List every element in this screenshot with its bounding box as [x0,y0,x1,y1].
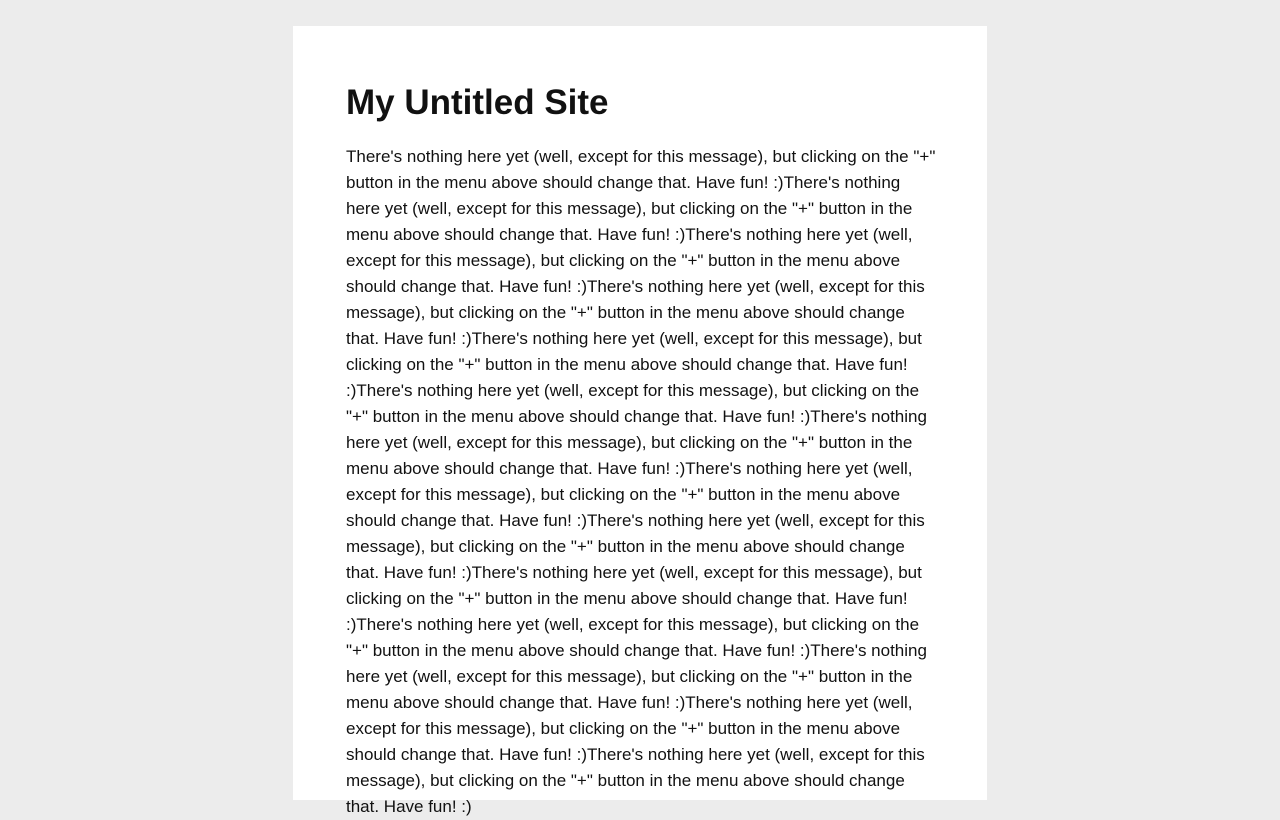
page-content [346,80,936,820]
placeholder-message: There's nothing here yet (well, except for this message), but clicking on the "+" button in the menu above should change that. Have fun! :)There's nothing here yet (well, except for this message), but clicking on the "+" button in the menu above should change that. Have fun! :)There's nothing here yet (well, except for this message), but clicking on the "+" button in the menu above should change that. Have fun! :)There's nothing here yet (well, except for this message), but clicking on the "+" button in the menu above should change that. Have fun! :)There's nothing here yet (well, except for this message), but clicking on the "+" button in the menu above should change that. Have fun! :)There's nothing here yet (well, except for this message), but clicking on the "+" button in the menu above should change that. Have fun! :)There's nothing here yet (well, except for this message), but clicking on the "+" button in the menu above should change that. Have fun! :)There's nothing here yet (well, except for this message), but clicking on the "+" button in the menu above should change that. Have fun! :)There's nothing here yet (well, except for this message), but clicking on the "+" button in the menu above should change that. Have fun! :)There's nothing here yet (well, except for this message), but clicking on the "+" button in the menu above should change that. Have fun! :)There's nothing here yet (well, except for this message), but clicking on the "+" button in the menu above should change that. Have fun! :)There's nothing here yet (well, except for this message), but clicking on the "+" button in the menu above should change that. Have fun! :)There's nothing here yet (well, except for this message), but clicking on the "+" button in the menu above should change that. Have fun! :)There's nothing here yet (well, except for this message), but clicking on the "+" button in the menu above should change that. Have fun! :) [346,147,936,816]
page-card [293,26,987,816]
site-title: My Untitled Site [346,83,609,122]
